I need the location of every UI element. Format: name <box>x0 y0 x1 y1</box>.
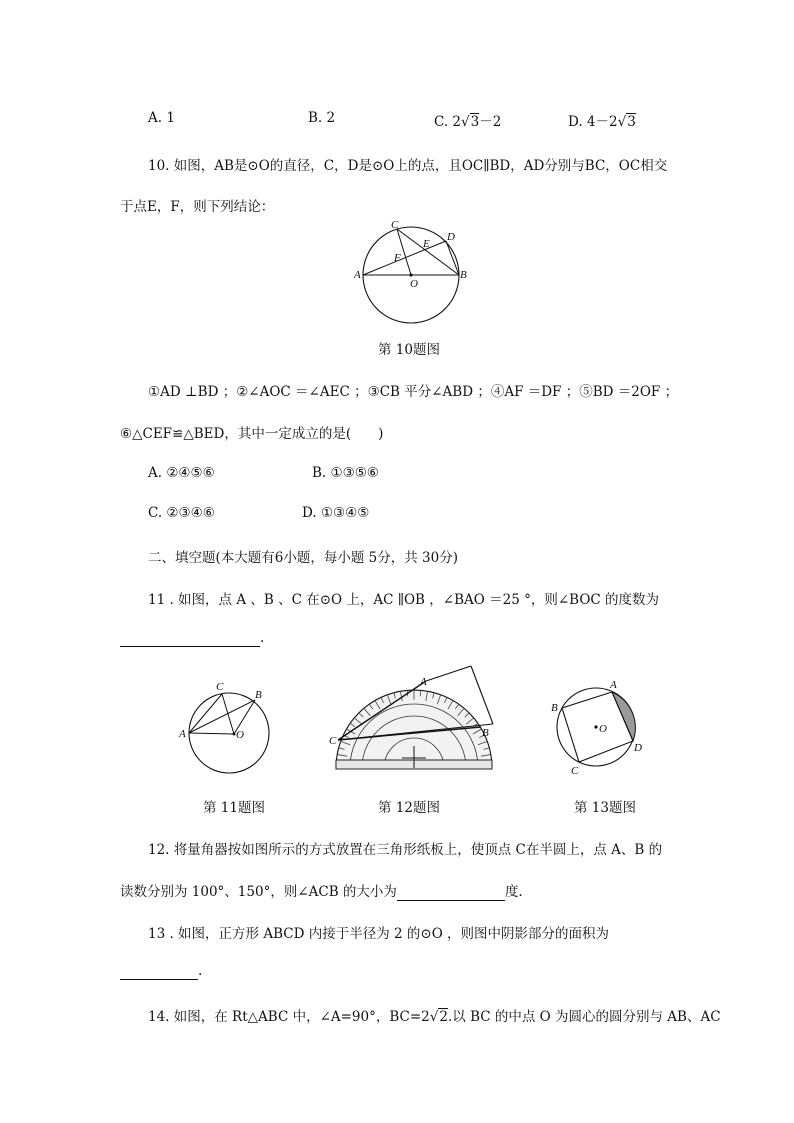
sqrt-symbol: √3 <box>461 114 480 130</box>
fig10-caption: 第 10题图 <box>378 342 440 358</box>
label-b: B <box>255 689 262 701</box>
figure-12 <box>326 664 496 774</box>
label-b: B <box>482 727 489 739</box>
label-c: C <box>391 219 399 231</box>
label-d: D <box>447 231 455 243</box>
q12-line1: 12. 将量角器按如图所示的方式放置在三角形纸板上，使顶点 C在半圆上，点 A、B 的 <box>148 842 663 858</box>
label-a: A <box>420 676 427 688</box>
label-a: A <box>354 269 361 281</box>
label-o: O <box>410 278 418 290</box>
q14-line1: 14. 如图，在 Rt△ABC 中，∠A=90°，BC=2√2.以 BC 的中点 O 为圆心的圆分别与 AB、AC <box>148 1009 721 1025</box>
q9-option-c: C. 2√3－2 <box>434 114 502 130</box>
q10-option-d: D. ①③④⑤ <box>302 505 370 521</box>
q11-line1: 11 . 如图，点 A 、B 、C 在⊙O 上，AC ∥OB ，∠BAO ＝25 °，则∠BOC 的度数为 <box>148 592 660 608</box>
label-f: F <box>394 252 401 264</box>
sqrt-symbol: √3 <box>617 114 636 130</box>
q10-option-a: A. ②④⑤⑥ <box>148 465 215 481</box>
label-c: C <box>329 735 337 747</box>
section-heading: 二、填空题(本大题有6小题，每小题 5分，共 30分) <box>148 550 458 566</box>
sqrt-symbol: √2 <box>429 1009 448 1025</box>
fig13-caption: 第 13题图 <box>574 800 636 816</box>
label-c: C <box>571 765 579 777</box>
answer-blank[interactable] <box>120 963 198 980</box>
label-o: O <box>599 723 607 735</box>
q10-option-b: B. ①③⑤⑥ <box>312 465 379 481</box>
label-d: D <box>634 742 642 754</box>
q9-option-d: D. 4－2√3 <box>568 114 636 130</box>
q9-option-a: A. 1 <box>148 110 175 126</box>
protractor-tick <box>420 690 421 696</box>
figure-13 <box>546 676 646 780</box>
label-b: B <box>460 269 467 281</box>
figure-10 <box>350 218 480 330</box>
label-o: O <box>236 729 244 741</box>
fig11-caption: 第 11题图 <box>203 800 265 816</box>
q12-line2: 读数分别为 100°、150°，则∠ACB 的大小为 度. <box>120 884 523 900</box>
q10-line1: 10. 如图，AB是⊙O的直径，C，D是⊙O上的点，且OC∥BD，AD分别与BC，OC相交 <box>148 158 668 174</box>
label-a: A <box>610 679 617 691</box>
fig12-caption: 第 12题图 <box>378 800 440 816</box>
q13-line1: 13 . 如图，正方形 ABCD 内接于半径为 2 的⊙O ，则图中阴影部分的面积为 <box>148 926 610 942</box>
q10-conclusions-2: ⑥△CEF≌△BED，其中一定成立的是( ) <box>120 426 384 442</box>
label-b: B <box>551 702 558 714</box>
answer-blank[interactable] <box>397 884 505 901</box>
label-c: C <box>216 681 224 693</box>
q9-option-b: B. 2 <box>308 110 336 126</box>
label-e: E <box>423 238 430 250</box>
answer-blank[interactable] <box>120 630 260 647</box>
q10-conclusions-1: ①AD ⊥BD ；②∠AOC ＝∠AEC ；③CB 平分∠ABD ；④AF ＝DF ；⑤BD ＝2OF ； <box>148 384 679 400</box>
q10-option-c: C. ②③④⑥ <box>148 505 215 521</box>
figure-11 <box>172 678 278 778</box>
q13-answer-line: . <box>120 963 202 980</box>
q11-answer-line: . <box>120 630 264 647</box>
q10-line2: 于点E，F，则下列结论： <box>120 199 275 215</box>
label-a: A <box>179 728 186 740</box>
